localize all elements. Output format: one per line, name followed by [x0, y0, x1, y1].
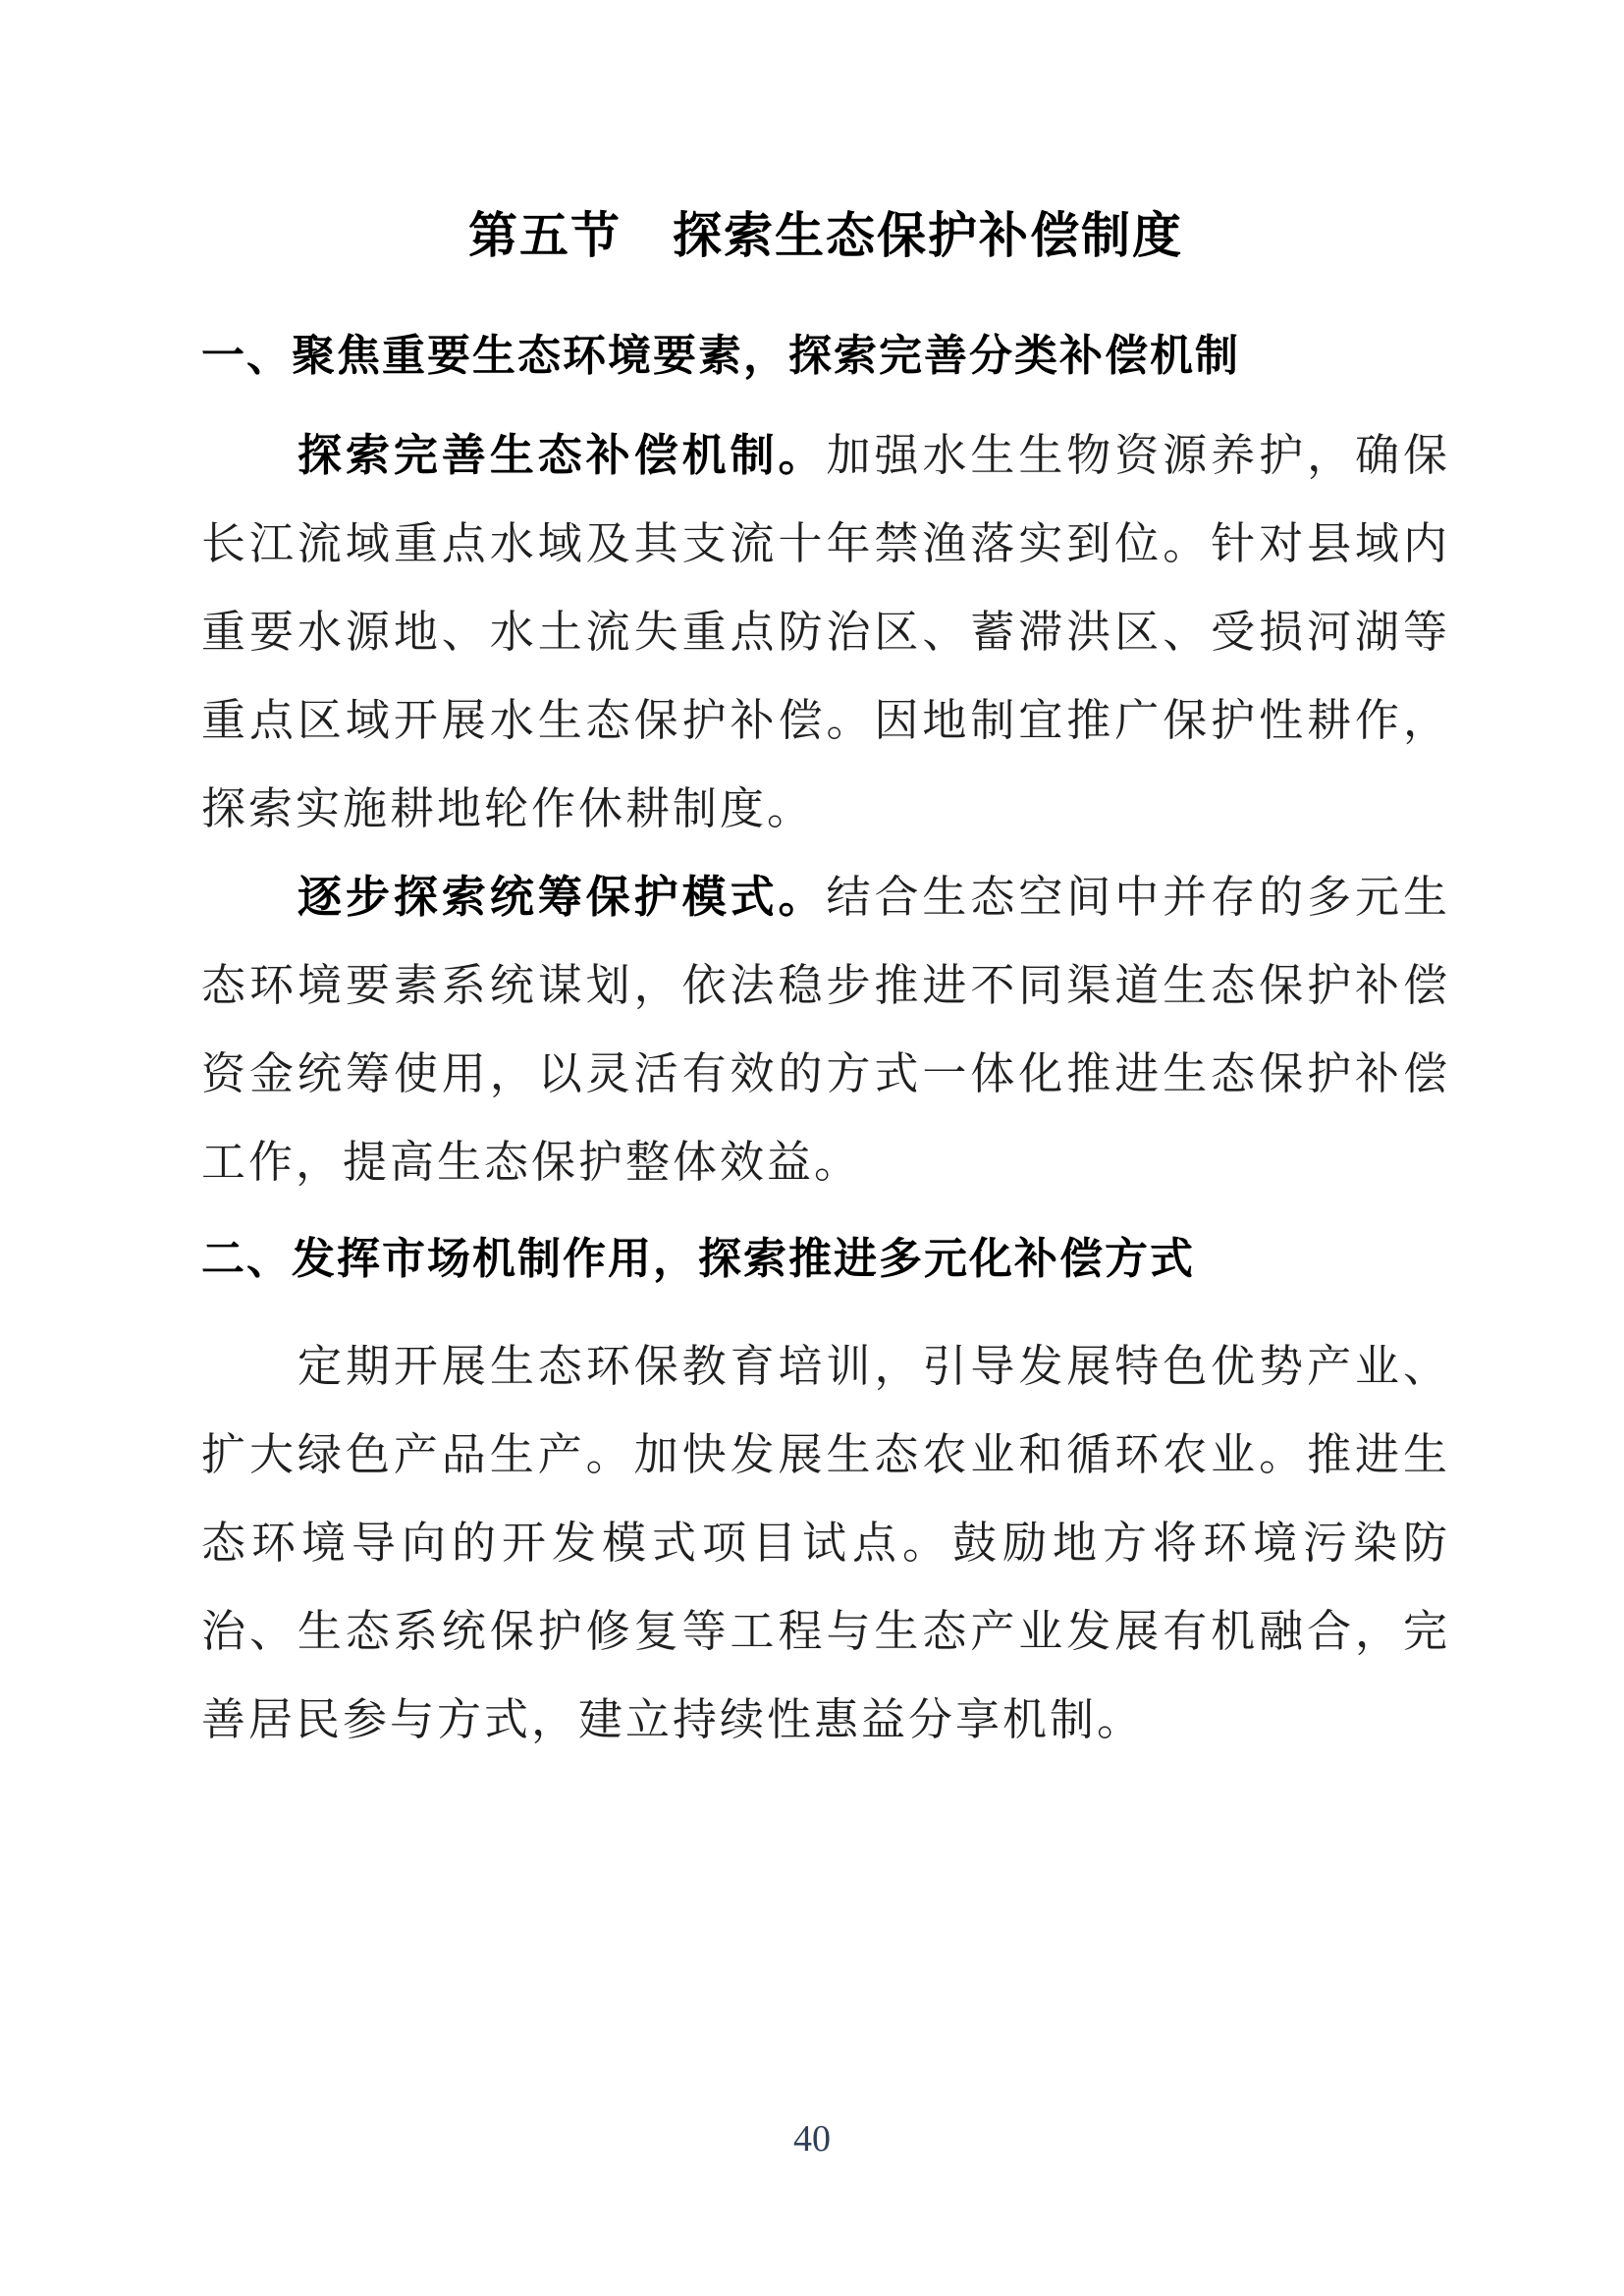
paragraph-1-text: 加强水生生物资源养护，确保长江流域重点水域及其支流十年禁渔落实到位。针对县域内重要水源地、水土流失重点防治区、蓄滞洪区、受损河湖等重点区域开展水生态保护补偿。因地制宜推广保护性耕作，探索实施耕地轮作休耕制度。: [201, 431, 1450, 833]
paragraph-1: [201, 411, 1450, 853]
paragraph-1-lead: 探索完善生态补偿机制。: [298, 430, 827, 480]
paragraph-2: [201, 853, 1450, 1206]
paragraph-3-text: 定期开展生态环保教育培训，引导发展特色优势产业、扩大绿色产品生产。加快发展生态农业和循环农业。推进生态环境导向的开发模式项目试点。鼓励地方将环境污染防治、生态系统保护修复等工程与生态产业发展有机融合，完善居民参与方式，建立持续性惠益分享机制。: [201, 1342, 1450, 1744]
paragraph-2-text: 结合生态空间中并存的多元生态环境要素系统谋划，依法稳步推进不同渠道生态保护补偿资金统筹使用，以灵活有效的方式一体化推进生态保护补偿工作，提高生态保护整体效益。: [201, 873, 1450, 1187]
heading-section-2: 二、发挥市场机制作用，探索推进多元化补偿方式: [201, 1235, 1195, 1283]
paragraph-2-lead: 逐步探索统筹保护模式。: [298, 872, 827, 922]
page-number: 40: [793, 2118, 831, 2160]
paragraph-3: [201, 1322, 1450, 1764]
heading-section-1: 一、聚焦重要生态环境要素，探索完善分类补偿机制: [201, 332, 1240, 380]
page-content: [201, 208, 1450, 1764]
section-title: 第五节 探索生态保护补偿制度: [468, 208, 1183, 263]
